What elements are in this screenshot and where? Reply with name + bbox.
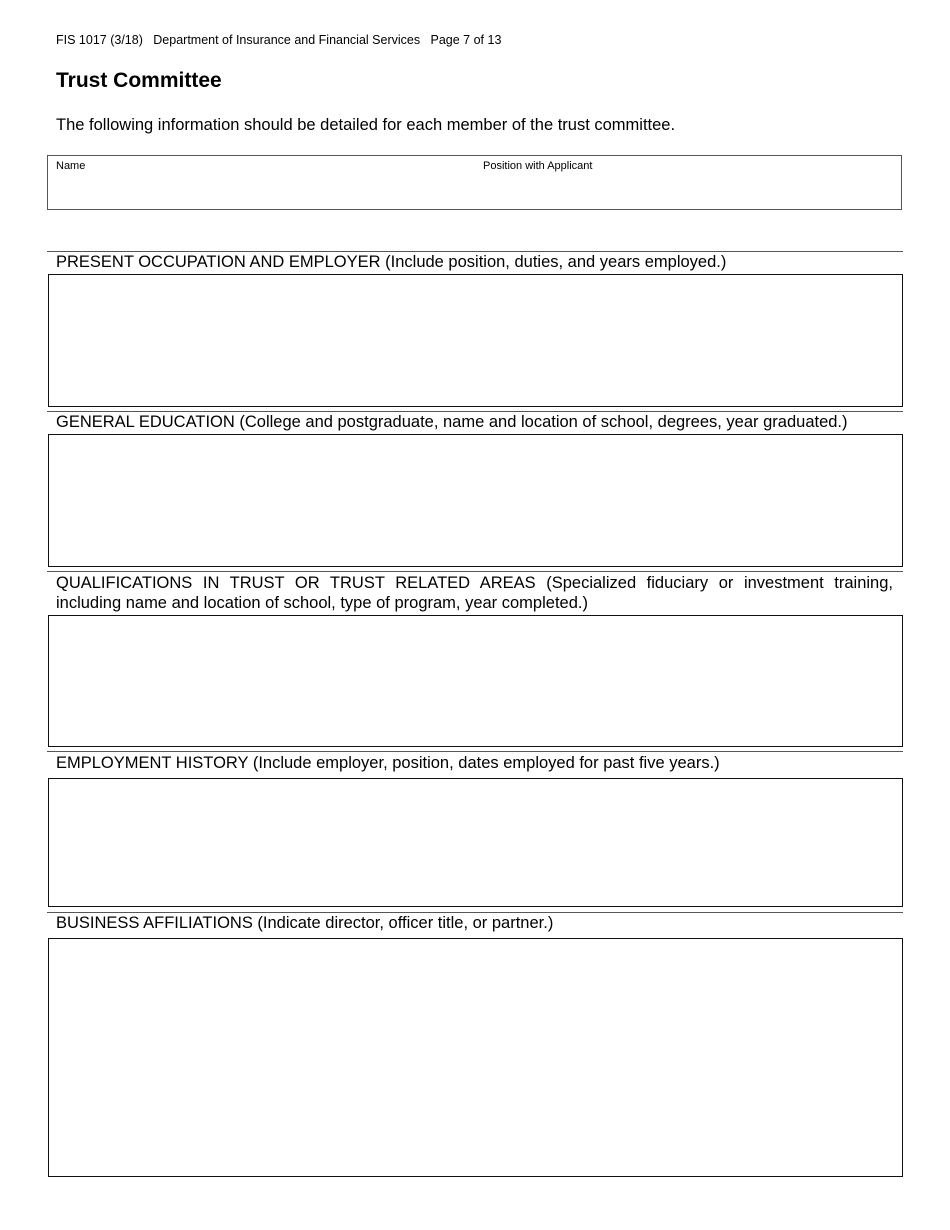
general-education-label: GENERAL EDUCATION (College and postgraduate, name and location of school, degrees, year graduated.) (56, 413, 848, 431)
page-number: Page 7 of 13 (430, 33, 502, 47)
qualifications-label-line1: QUALIFICATIONS IN TRUST OR TRUST RELATED AREAS (Specialized fiduciary or investment training, (56, 574, 893, 592)
present-occupation-field[interactable] (48, 274, 903, 407)
present-occupation-label: PRESENT OCCUPATION AND EMPLOYER (Include position, duties, and years employed.) (56, 253, 727, 271)
business-affiliations-label: BUSINESS AFFILIATIONS (Indicate director, officer title, or partner.) (56, 914, 554, 932)
qualifications-label-line2: including name and location of school, type of program, year completed.) (56, 594, 588, 612)
position-label: Position with Applicant (483, 160, 593, 172)
name-input[interactable] (54, 176, 478, 206)
general-education-field[interactable] (48, 434, 903, 567)
form-number: FIS 1017 (3/18) (56, 33, 143, 47)
qualifications-field[interactable] (48, 615, 903, 747)
employment-history-field[interactable] (48, 778, 903, 907)
name-label: Name (56, 160, 86, 172)
employment-history-label: EMPLOYMENT HISTORY (Include employer, position, dates employed for past five years.) (56, 754, 720, 772)
business-affiliations-field[interactable] (48, 938, 903, 1177)
intro-text: The following information should be detailed for each member of the trust committee. (56, 116, 676, 134)
page-title: Trust Committee (56, 69, 222, 92)
qualifications-label (56, 573, 893, 613)
position-input[interactable] (481, 176, 895, 206)
section-divider (47, 571, 903, 572)
name-position-box (47, 155, 902, 210)
section-divider (47, 751, 903, 752)
form-header (56, 33, 501, 47)
department-name: Department of Insurance and Financial Services (153, 33, 421, 47)
